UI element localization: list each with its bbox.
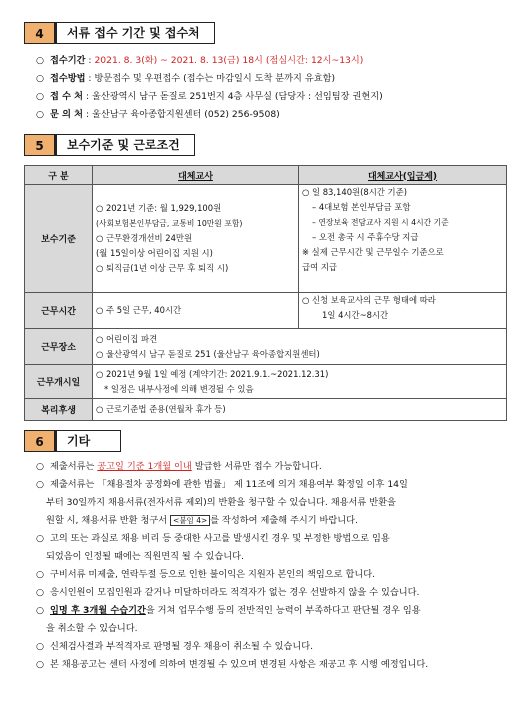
notice-paragraph-3: ○ 고의 또는 과실로 채용 비리 등 중대한 사고를 발생시킨 경우 및 부정한 방법으로 임용 되었음이 인정될 때에는 직원면직 될 수 있습니다. <box>36 533 390 562</box>
section-5-number: 5 <box>24 134 54 156</box>
info-line-place: ○ 접 수 처 : 울산광역시 남구 돋질로 251번지 4층 사무실 (담당자 : 선임팀장 권현지) <box>36 88 383 105</box>
start-date-cell: ○ 2021년 9월 1일 예정 (계약기간: 2021.9.1.~2021.12.31) * 일정은 내부사정에 의해 변경될 수 있음 <box>93 365 507 399</box>
info-line-method: ○ 접수방법 : 방문접수 및 우편접수 (접수는 마감일시 도착 분까지 유효함) <box>36 70 335 87</box>
work-place-cell: ○ 어린이집 파견 ○ 울산광역시 남구 돋질로 251 (울산남구 육아종합지원센터) <box>93 329 507 365</box>
notice-paragraph-8: ○ 본 채용공고는 센터 사정에 의하여 변경될 수 있으며 변경된 사항은 재공고 후 시행 예정입니다. <box>36 659 429 670</box>
welfare-cell: ○ 근로기준법 준용(연월차 휴가 등) <box>93 399 507 421</box>
notice-paragraph-2: ○ 제출서류는 「채용절차 공정화에 관한 법률」 제 11조에 의거 채용여부 확정일 이후 14일 부터 30일까지 채용서류(전자서류 제외)의 반환을 청구할 수 있습니다. 채용서류 반환을 원할 시, 채용서류 반환 청구서 <붙임 4> 를 작성하여 제출해 주시기 바랍니다. <box>36 479 408 526</box>
hours-teacher-cell: ○ 주 5일 근무, 40시간 <box>93 293 299 329</box>
table-row <box>25 399 507 421</box>
row-label-hours: 근무시간 <box>25 293 93 329</box>
info-line-period: ○ 접수기간 : 2021. 8. 3(화) ~ 2021. 8. 13(금) 18시 (점심시간: 12시~13시) <box>36 52 363 69</box>
pay-teacher-cell: ○ 2021년 기준: 월 1,929,100원 (사회보험본인부담금, 교통비 10만원 포함) ○ 근무환경개선비 24만원 (월 15일이상 어린이집 지원 시) ○ 퇴직금(1년 이상 근무 후 퇴직 시) <box>93 185 299 293</box>
row-label-start: 근무개시일 <box>25 365 93 399</box>
table-row <box>25 365 507 399</box>
header-substitute-daily: 대체교사(입금제) <box>299 166 507 185</box>
period-value: 2021. 8. 3(화) ~ 2021. 8. 13(금) 18시 (점심시간: 12시~13시) <box>94 55 364 66</box>
bullet-circle-icon: ○ <box>36 55 45 66</box>
notice-paragraph-6: ○ 임명 후 3개월 수습기간을 거쳐 업무수행 등의 전반적인 능력이 부족하다고 판단될 경우 임용 을 취소할 수 있습니다. <box>36 605 421 634</box>
pay-daily-cell: ○ 일 83,140원(8시간 기준) – 4대보험 본인부담금 포함 – 연장보육 전담교사 지원 시 4시간 기준 – 오전 총국 시 주휴수당 지급 ※ 실제 근무시간 및 근무일수 기준으로 급여 지급 <box>299 185 507 293</box>
notice-paragraph-5: ○ 응시인원이 모집인원과 같거나 미달하더라도 적격자가 없는 경우 선발하지 않을 수 있습니다. <box>36 587 420 598</box>
section-4-title: 서류 접수 기간 및 접수처 <box>54 22 215 44</box>
table-row <box>25 185 507 293</box>
notice-paragraph-4: ○ 구비서류 미제출, 연락두절 등으로 인한 불이익은 지원자 본인의 책임으로 합니다. <box>36 569 376 580</box>
section-4-header <box>24 22 215 44</box>
section-5-header <box>24 134 195 156</box>
pay-conditions-table <box>24 165 507 421</box>
hours-daily-cell: ○ 신청 보육교사의 근무 형태에 따라 1일 4시간~8시간 <box>299 293 507 329</box>
section-6-number: 6 <box>24 430 54 452</box>
section-6-header <box>24 430 121 452</box>
notice-paragraph-1: ○ 제출서류는 공고일 기준 1개월 이내 발급한 서류만 접수 가능합니다. <box>36 461 322 472</box>
notice-paragraph-7: ○ 신체검사결과 부적격자로 판명될 경우 채용이 취소될 수 있습니다. <box>36 641 313 652</box>
attachment-4-tag: <붙임 4> <box>170 515 210 526</box>
table-header-row <box>25 166 507 185</box>
header-category: 구 분 <box>25 166 93 185</box>
header-substitute-teacher: 대체교사 <box>93 166 299 185</box>
bullet-circle-icon: ○ <box>36 109 45 120</box>
info-line-contact: ○ 문 의 처 : 울산남구 육아종합지원센터 (052) 256-9508) <box>36 106 280 123</box>
section-4-number: 4 <box>24 22 54 44</box>
section-6-title: 기타 <box>54 430 121 452</box>
row-label-pay: 보수기준 <box>25 185 93 293</box>
notice-highlight: 공고일 기준 1개월 이내 <box>97 461 192 472</box>
bullet-circle-icon: ○ <box>36 91 45 102</box>
probation-bold: 임명 후 3개월 수습기간 <box>50 605 146 616</box>
row-label-place: 근무장소 <box>25 329 93 365</box>
table-row <box>25 329 507 365</box>
section-5-title: 보수기준 및 근로조건 <box>54 134 195 156</box>
row-label-welfare: 복리후생 <box>25 399 93 421</box>
bullet-circle-icon: ○ <box>36 73 45 84</box>
table-row <box>25 293 507 329</box>
